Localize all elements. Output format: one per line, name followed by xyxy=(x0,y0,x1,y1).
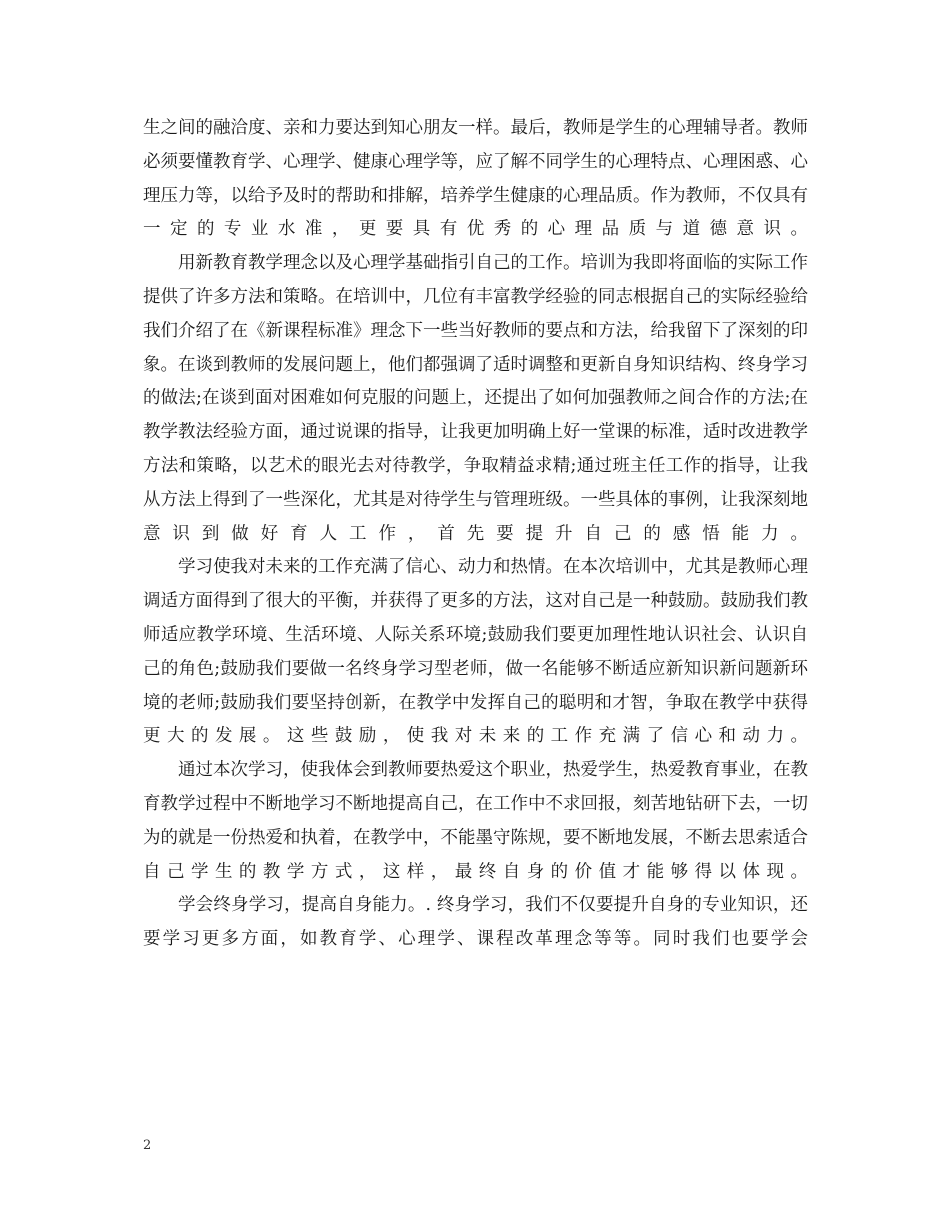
paragraph-3: 学习使我对未来的工作充满了信心、动力和热情。在本次培训中，尤其是教师心理调适方面得到了很大的平衡，并获得了更多的方法，这对自己是一种鼓励。鼓励我们教师适应教学环境、生活环境、人际关系环境;鼓励我们要更加理性地认识社会、认识自己的角色;鼓励我们要做一名终身学习型老师，做一名能够不断适应新知识新问题新环境的老师;鼓励我们要坚持创新，在教学中发挥自己的聪明和才智，争取在教学中获得更大的发展。这些鼓励，使我对未来的工作充满了信心和动力。 xyxy=(143,557,808,747)
paragraph-2: 用新教育教学理念以及心理学基础指引自己的工作。培训为我即将面临的实际工作提供了许多方法和策略。在培训中，几位有丰富教学经验的同志根据自己的实际经验给我们介绍了在《新课程标准》理念下一些当好教师的要点和方法，给我留下了深刻的印象。在谈到教师的发展问题上，他们都强调了适时调整和更新自身知识结构、终身学习的做法;在谈到面对困难如何克服的问题上，还提出了如何加强教师之间合作的方法;在教学教法经验方面，通过说课的指导，让我更加明确上好一堂课的标准，适时改进教学方法和策略，以艺术的眼光去对待教学，争取精益求精;通过班主任工作的指导，让我从方法上得到了一些深化，尤其是对待学生与管理班级。一些具体的事例，让我深刻地意识到做好育人工作，首先要提升自己的感悟能力。 xyxy=(143,253,808,544)
paragraph-4: 通过本次学习，使我体会到教师要热爱这个职业，热爱学生，热爱教育事业，在教育教学过程中不断地学习不断地提高自己，在工作中不求回报，刻苦地钻研下去，一切为的就是一份热爱和执着，在教学中，不能墨守陈规，要不断地发展，不断去思索适合自己学生的教学方式，这样，最终自身的价值才能够得以体现。 xyxy=(143,760,808,882)
paragraph-1: 生之间的融洽度、亲和力要达到知心朋友一样。最后，教师是学生的心理辅导者。教师必须要懂教育学、心理学、健康心理学等，应了解不同学生的心理特点、心理困惑、心理压力等，以给予及时的帮助和排解，培养学生健康的心理品质。作为教师，不仅具有一定的专业水准，更要具有优秀的心理品质与道德意识。 xyxy=(143,118,808,240)
document-body xyxy=(143,112,808,957)
page-number: 2 xyxy=(143,1138,152,1153)
paragraph-5: 学会终身学习，提高自身能力。. 终身学习，我们不仅要提升自身的专业知识，还要学习更多方面，如教育学、心理学、课程改革理念等等。同时我们也要学会 xyxy=(143,895,808,950)
